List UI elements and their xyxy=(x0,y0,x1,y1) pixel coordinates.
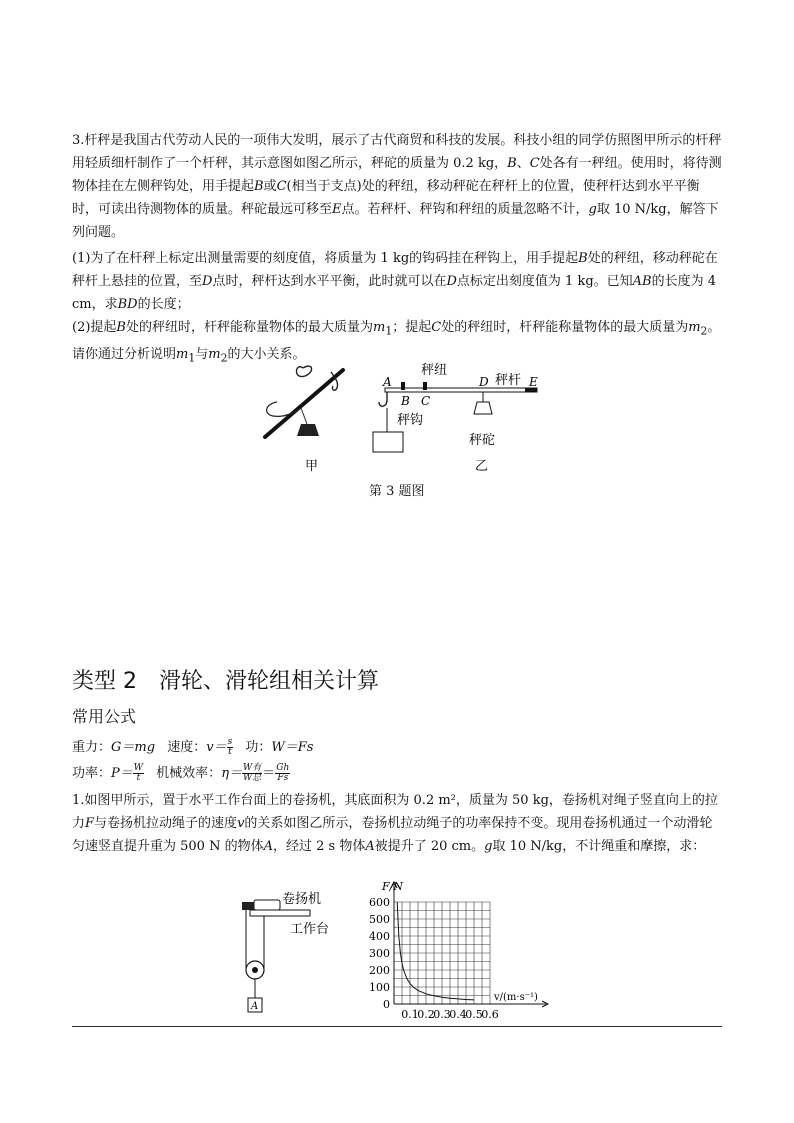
speed-formula: v＝ xyxy=(206,740,227,755)
speed-numerator: s xyxy=(227,737,233,747)
label-D: D xyxy=(479,375,489,389)
hook xyxy=(379,392,387,406)
efficiency-fraction-1 xyxy=(242,764,262,783)
efficiency-denominator-2: Fs xyxy=(277,773,289,783)
x-tick-label: 0.3 xyxy=(433,1008,451,1020)
y-tick-label: 400 xyxy=(369,930,390,943)
label-C: C xyxy=(421,394,431,408)
speed-denominator: t xyxy=(228,747,232,757)
gravity-label: 重力： xyxy=(72,740,112,755)
y-tick-label: 200 xyxy=(369,964,390,977)
power-formula: P＝ xyxy=(111,766,133,781)
formula-line-2 xyxy=(72,762,290,783)
efficiency-label: 机械效率： xyxy=(156,766,222,781)
label-A: A xyxy=(383,375,392,389)
page-rule xyxy=(72,1026,722,1027)
problem3-intro: 3.杆秤是我国古代劳动人民的一项伟大发明，展示了古代商贸和科技的发展。科技小组的同学仿照图甲所示的杆秤用轻质细杆制作了一个杆秤，其示意图如图乙所示，秤砣的质量为 0.2 kg，B、C处各有一秤纽。使用时，将待测物体挂在左侧秤钩处，用手提起B或C(相当于支点)处的秤纽，移动秤砣在秤杆上的位置，使秤杆达到水平平衡时，可读出待测物体的质量。秤砣最远可移至E点。若秤杆、秤钩和秤纽的质量忽略不计，g取 10 N/kg，解答下列问题。 xyxy=(72,133,722,240)
figure3-caption: 第 3 题图 xyxy=(369,484,425,499)
cord-loop xyxy=(297,366,312,376)
label-table: 工作台 xyxy=(290,922,330,937)
counterweight xyxy=(297,424,319,436)
section-subtitle: 常用公式 xyxy=(72,707,137,726)
power-fraction xyxy=(133,764,144,783)
label-A: A xyxy=(251,1001,259,1012)
section-title: 类型 2 滑轮、滑轮组相关计算 xyxy=(72,669,379,694)
label-winch: 卷扬机 xyxy=(282,892,322,907)
label-gou: 秤钩 xyxy=(397,413,424,428)
y-tick-label: 600 xyxy=(369,896,390,909)
y-axis-label: F/N xyxy=(382,880,403,893)
figure-jia-steelyard xyxy=(255,362,365,474)
power-numerator: W xyxy=(133,763,144,773)
test-object xyxy=(373,432,403,452)
chart-grid xyxy=(394,902,490,1004)
problem3-question1: (1)为了在杆秤上标定出测量需要的刻度值，将质量为 1 kg的钩码挂在秤钩上，用手提起B处的秤纽，移动秤砣在秤杆上悬挂的位置，至D点时，秤杆达到水平平衡，此时就可以在D点标定出刻度值为 1 kg。已知AB的长度为 4 cm，求BD的长度； xyxy=(72,251,718,312)
x-tick-label: 0.5 xyxy=(465,1008,483,1020)
work-label: 功： xyxy=(245,740,272,755)
winch-drum xyxy=(242,902,254,910)
efficiency-numerator: W有 xyxy=(242,763,262,773)
chart-series xyxy=(397,902,474,1000)
y-tick-label: 0 xyxy=(383,998,390,1011)
pivot-C xyxy=(423,382,427,390)
steelyard-beam xyxy=(385,388,537,392)
counterweight xyxy=(474,402,492,414)
x-tick-label: 0.6 xyxy=(481,1008,499,1020)
y-tick-label: 100 xyxy=(369,981,390,994)
equals-sign: ＝ xyxy=(262,766,276,781)
problem1-text: 1.如图甲所示，置于水平工作台面上的卷扬机，其底面积为 0.2 m²，质量为 50 kg，卷扬机对绳子竖直向上的拉力F与卷扬机拉动绳子的速度v的关系如图乙所示，卷扬机拉动绳子的功率保持不变。现用卷扬机通过一个动滑轮匀速竖直提升重为 500 N 的物体A，经过 2 s 物体A被提升了 20 cm。g取 10 N/kg，不计绳重和摩擦，求： xyxy=(72,793,718,854)
pivot-B xyxy=(401,382,405,390)
speed-label: 速度： xyxy=(167,740,207,755)
work-formula: W＝Fs xyxy=(271,740,314,755)
efficiency-fraction-2 xyxy=(275,764,290,783)
chart-f-v xyxy=(340,878,560,1020)
series-line-f-v xyxy=(397,902,474,1000)
problem3-question2: (2)提起B处的秤纽时，杆秤能称量物体的最大质量为$m_1$；提起C处的秤纽时，杆秤能称量物体的最大质量为$m_2$。请你通过分析说明$m_1$与$m_2$的大小关系。 xyxy=(72,320,721,365)
x-tick-label: 0.1 xyxy=(401,1008,419,1020)
figure-winch xyxy=(236,888,346,1018)
label-niu: 秤纽 xyxy=(421,363,448,378)
figure-yi-schematic xyxy=(365,362,550,474)
x-axis-label: v/(m·s⁻¹) xyxy=(494,992,538,1003)
label-gan: 秤杆 xyxy=(495,373,522,388)
label-B: B xyxy=(401,394,410,408)
speed-fraction xyxy=(227,738,234,757)
weight-string xyxy=(301,408,307,424)
y-tick-label: 500 xyxy=(369,913,390,926)
efficiency-denominator: W总 xyxy=(242,773,262,783)
label-yi: 乙 xyxy=(475,459,489,474)
efficiency-formula: η＝ xyxy=(221,766,242,781)
label-E: E xyxy=(529,375,538,389)
label-tuo: 秤砣 xyxy=(469,433,496,448)
y-tick-label: 300 xyxy=(369,947,390,960)
winch-body xyxy=(254,900,280,910)
x-tick-label: 0.4 xyxy=(449,1008,467,1020)
formula-line-1 xyxy=(72,736,313,757)
efficiency-numerator-2: Gh xyxy=(276,763,290,773)
gravity-formula: G＝mg xyxy=(111,740,156,755)
pulley-axle xyxy=(252,967,258,973)
power-denominator: t xyxy=(136,773,141,783)
x-tick-label: 0.2 xyxy=(417,1008,435,1020)
power-label: 功率： xyxy=(72,766,112,781)
label-jia: 甲 xyxy=(305,459,319,474)
work-table xyxy=(250,910,310,916)
